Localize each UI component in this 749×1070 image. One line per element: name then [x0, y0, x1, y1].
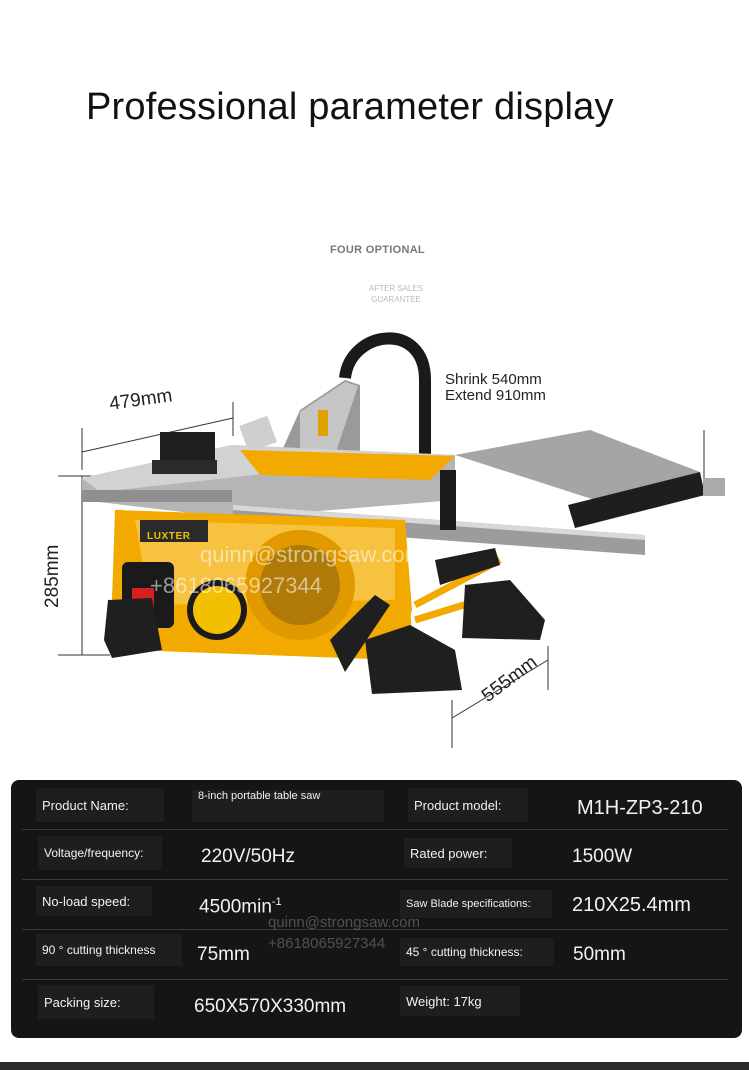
dimension-extend: Extend 910mm [445, 387, 546, 404]
watermark-phone-panel: +8618065927344 [268, 935, 386, 952]
watermark-phone: +8618065927344 [150, 573, 322, 598]
product-model-value: M1H-ZP3-210 [577, 797, 703, 819]
dimension-shrink: Shrink 540mm [445, 371, 542, 388]
saw-blade-label: Saw Blade specifications: [400, 890, 552, 918]
dimension-height: 285mm [42, 544, 63, 608]
caption-four-optional: FOUR OPTIONAL [330, 244, 425, 256]
brand-label: LUXTER [147, 531, 191, 542]
cut-45-value: 50mm [573, 944, 626, 965]
rated-power-value: 1500W [572, 846, 633, 867]
cut-90-label: 90 ° cutting thickness [36, 934, 182, 966]
saw-blade-value: 210X25.4mm [572, 894, 691, 916]
cut-45-label: 45 ° cutting thickness: [400, 938, 554, 966]
rated-power-label: Rated power: [404, 838, 512, 868]
product-name-value: 8-inch portable table saw [192, 790, 384, 822]
dimension-depth: 555mm [478, 651, 542, 707]
page-title: Professional parameter display [86, 86, 614, 128]
watermark-email-panel: quinn@strongsaw.com [268, 914, 420, 931]
packing-size-label: Packing size: [38, 985, 154, 1019]
caption-after-sales: AFTER SALES GUARANTEE [368, 284, 424, 304]
product-model-label: Product model: [408, 788, 528, 822]
row-divider [22, 879, 728, 880]
row-divider [22, 829, 728, 830]
no-load-speed-unit-sup: -1 [271, 896, 282, 908]
no-load-speed-label: No-load speed: [36, 886, 152, 916]
cut-90-value: 75mm [197, 944, 250, 965]
row-divider [22, 979, 728, 980]
voltage-value: 220V/50Hz [201, 846, 296, 867]
product-name-label: Product Name: [36, 788, 164, 822]
voltage-label: Voltage/frequency: [38, 836, 162, 870]
bottom-bar [0, 1062, 749, 1070]
weight-label: Weight: 17kg [400, 986, 520, 1016]
dimension-extension [445, 372, 546, 404]
packing-size-value: 650X570X330mm [194, 996, 347, 1017]
no-load-speed-value: 4500min [199, 896, 272, 918]
dimension-width: 479mm [108, 385, 174, 415]
watermark-email: quinn@strongsaw.com [200, 542, 423, 567]
